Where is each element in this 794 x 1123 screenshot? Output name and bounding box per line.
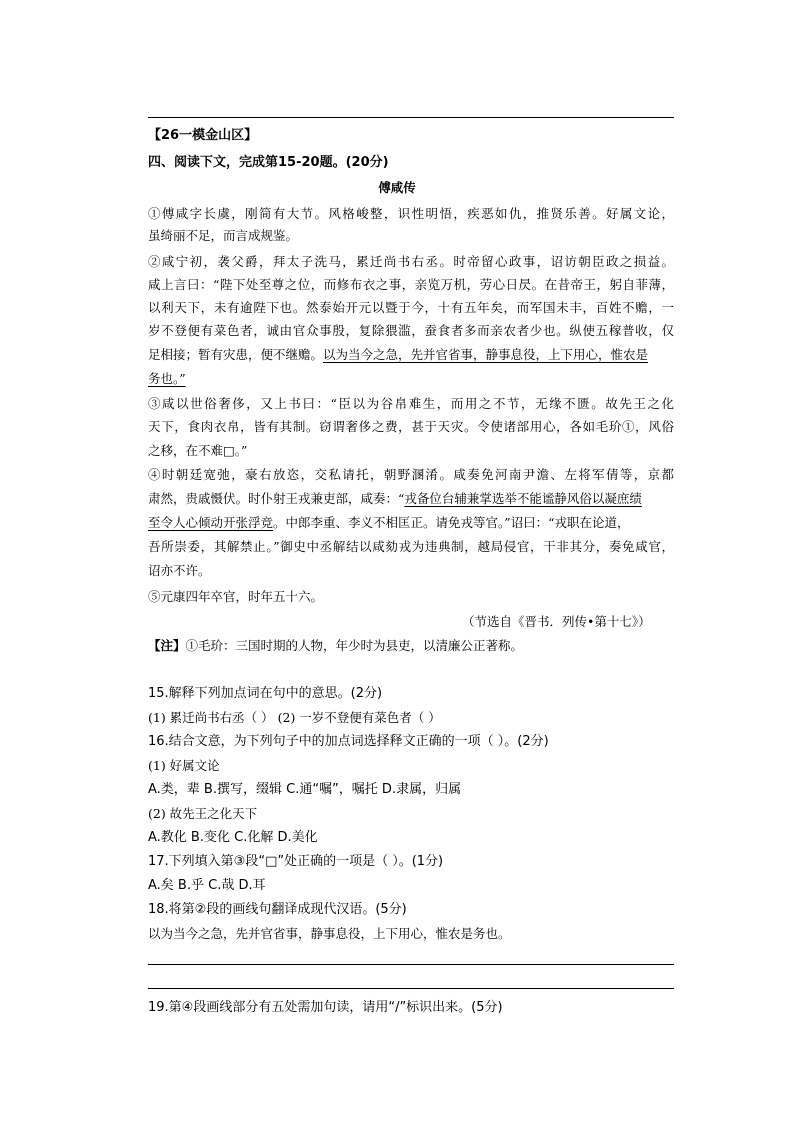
- article-title: 傅咸传: [378, 180, 416, 195]
- q15-prompt: 15.解释下列加点词在句中的意思。(2分): [148, 686, 383, 701]
- p1-line-1: ①傅咸字长虞，刚简有大节。风格峻整，识性明悟，疾恶如仇，推贤乐善。好属文论，: [148, 206, 674, 221]
- p3-line-1: ③咸以世俗奢侈，又上书曰：“臣以为谷帛难生，而用之不节，无缘不匮。故先王之化: [148, 396, 674, 411]
- answer-line-2[interactable]: [148, 988, 674, 989]
- q17-options: A.矣 B.乎 C.哉 D.耳: [148, 878, 266, 893]
- top-rule: [148, 117, 674, 118]
- answer-line-1[interactable]: [148, 964, 674, 965]
- note-label: 【注】: [148, 638, 186, 653]
- p4-line-4: 吾所崇委，其解禁止。”御史中丞解结以咸劾戎为违典制，越局侵官，干非其分，奏免咸官，: [148, 539, 674, 554]
- p4-underlined-part-2: 至令人心倾动开张浮竞: [148, 515, 274, 530]
- q18-sentence: 以为当今之急，先并官省事，静事息役，上下用心，惟农是务也。: [148, 926, 511, 941]
- p2-line-1: ②咸宁初，袭父爵，拜太子洗马，累迁尚书右丞。时帝留心政事，诏访朝臣政之损益。: [148, 254, 674, 269]
- annotation-note: [148, 638, 523, 654]
- p4-underlined-part-1: 戎备位台辅兼掌选举不能谧静风俗以凝庶绩: [404, 491, 642, 506]
- p2-line-6: 务也。”: [148, 371, 186, 386]
- q16-sub-2: (2) 故先王之化天下: [148, 806, 258, 821]
- p3-line-2: 天下，食肉衣帛，皆有其制。窃谓奢侈之费，甚于天灾。令使诸部用心，各如毛玠①，风俗: [148, 419, 674, 434]
- q17-prompt: 17.下列填入第③段“□”处正确的一项是（ ）。(1分): [148, 854, 444, 869]
- p4-line-1: ④时朝廷宽弛，豪右放恣，交私请托，朝野溷淆。咸奏免河南尹澹、左将军倩等，京都: [148, 467, 674, 482]
- note-text: ①毛玠：三国时期的人物，年少时为县吏，以清廉公正著称。: [185, 638, 524, 653]
- p2-line-3: 以利天下，未有逾陛下也。然泰始开元以暨于今，十有五年矣，而军国未丰，百姓不赡，一: [148, 300, 674, 315]
- p2-line-5-text: 足相接；暂有灾患，便不继赡。: [148, 347, 324, 362]
- q18-prompt: 18.将第②段的画线句翻译成现代汉语。(5分): [148, 902, 407, 917]
- p1-line-2: 虽绮丽不足，而言成规鉴。: [148, 228, 299, 243]
- p2-line-4: 岁不登便有菜色者，诚由官众事殷，复除猥滥，蚕食者多而亲农者少也。纵使五稼普收，仅: [148, 323, 674, 338]
- p3-line-3: 之移，在不难□。”: [148, 443, 248, 458]
- citation: （节选自《晋书．列传•第十七》）: [462, 614, 651, 629]
- p2-line-5: [148, 347, 648, 363]
- p4-line-2: [148, 491, 642, 507]
- q19-prompt: 19.第④段画线部分有五处需加句读，请用“/”标识出来。(5分): [148, 1000, 503, 1015]
- p4-line-5: 诏亦不许。: [148, 563, 211, 578]
- p2-line-2: 咸上言曰：“陛下处至尊之位，而修布衣之事，亲览万机，劳心日昃。在昔帝王，躬自菲薄，: [148, 277, 674, 292]
- q16-prompt: 16.结合文意，为下列句子中的加点词选择释文正确的一项（ ）。(2分): [148, 734, 549, 749]
- p4-line-3: [148, 515, 630, 531]
- q16-options-2: A.教化 B.变化 C.化解 D.美化: [148, 830, 318, 845]
- p2-underlined-sentence: 以为当今之急，先并官省事，静事息役，上下用心，惟农是: [323, 347, 649, 362]
- exam-source: 【26一模金山区】: [148, 128, 258, 143]
- q16-sub-1: (1) 好属文论: [148, 758, 220, 773]
- paragraph-5: ⑤元康四年卒官，时年五十六。: [148, 589, 324, 604]
- section-heading: 四、阅读下文，完成第15-20题。(20分): [148, 155, 389, 170]
- p4-line-3-text: 。中郎李重、李义不相匡正。请免戎等官。”诏曰：“戎职在论道，: [273, 515, 630, 530]
- q16-options-1: A.类，辈 B.撰写，缀辑 C.通“嘱”，嘱托 D.隶属，归属: [148, 782, 462, 797]
- p4-line-2-text: 肃然，贵戚慑伏。时仆射王戎兼吏部，咸奏：“: [148, 491, 405, 506]
- q15-items: (1) 累迁尚书右丞（ ） (2) 一岁不登便有菜色者（ ）: [148, 710, 441, 725]
